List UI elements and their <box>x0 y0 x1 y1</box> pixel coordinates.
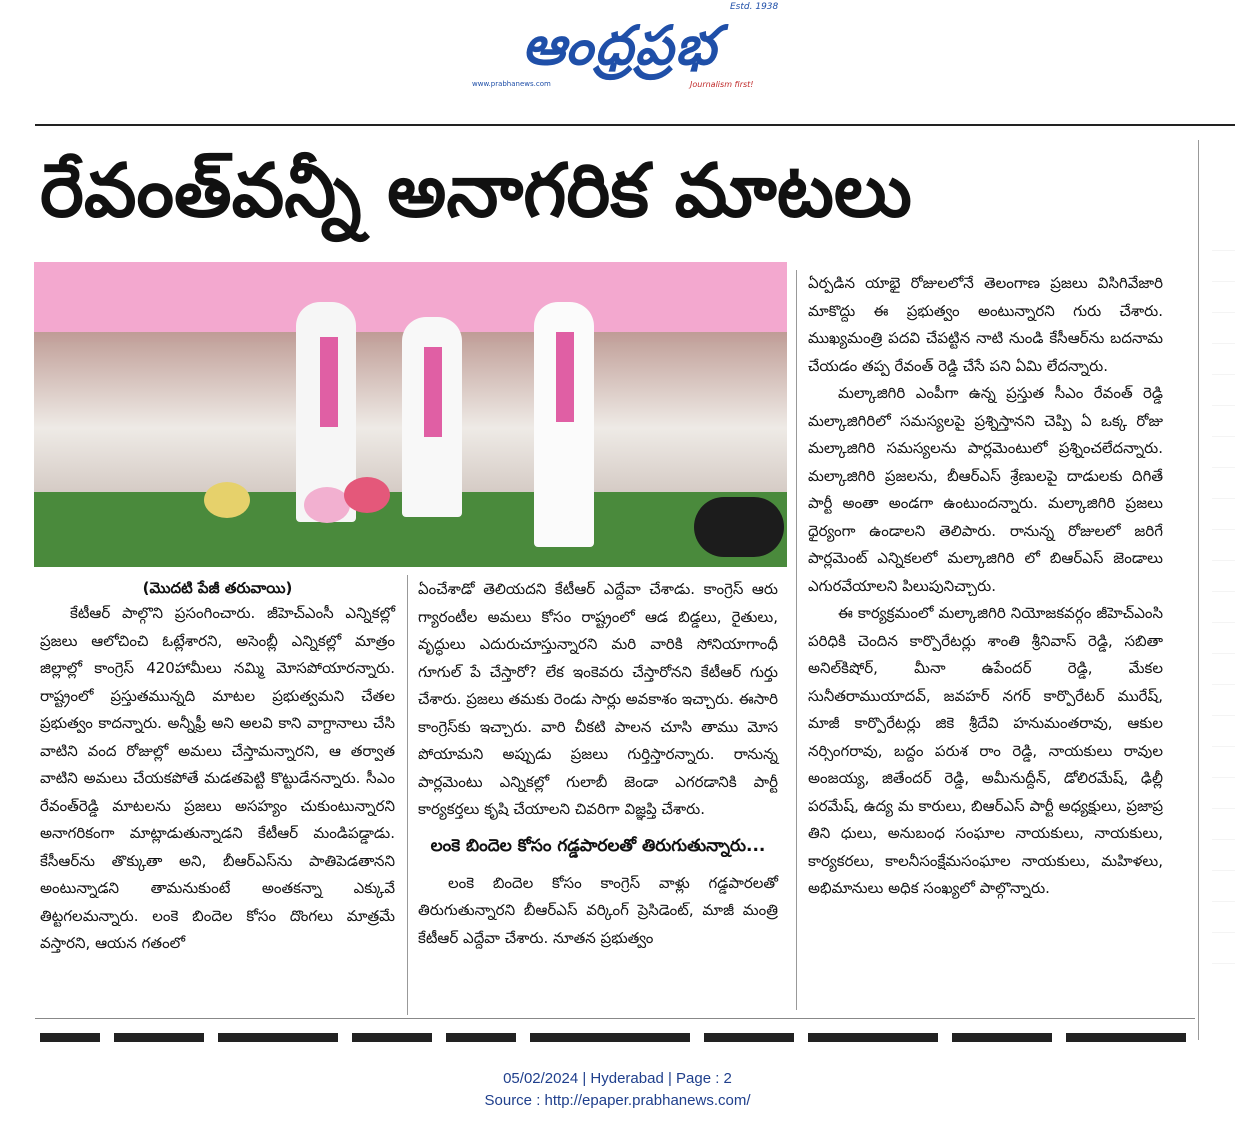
bottom-rule <box>35 1018 1195 1019</box>
article-paragraph: మల్కాజిగిరి ఎంపీగా ఉన్న ప్రస్తుత సీఎం రేవంత్ రెడ్డి మల్కాజిగిరిలో సమస్యలపై ప్రశ్నిస్తానని చెప్పి ఏ ఒక్క రోజు మల్కాజిగిరి సమస్యలను పార్లమెంటులో ప్రశ్నించలేదన్నారు. మల్కాజిగిరి ప్రజలను, బీఆర్ఎస్ శ్రేణులపై దాడులకు దిగితే పార్టీ అంతా అండగా ఉంటుందన్నారు. మల్కాజిగిరి ప్రజలు ధైర్యంగా ఉండాలని తెలిపారు. రానున్న రోజులలో జరిగే పార్లమెంట్ ఎన్నికలలో మల్కాజిగిరి లో బిఆర్ఎస్ జెండాలు ఎగురవేయాలని పిలుపునిచ్చారు. <box>808 384 1163 595</box>
article-column-3 <box>808 270 1163 903</box>
photo-scarf <box>556 332 574 422</box>
continuation-kicker: (మొదటి పేజీ తరువాయి) <box>142 579 293 597</box>
column-rule <box>796 270 797 1010</box>
article-paragraph: ఏర్పడిన యాభై రోజులలోనే తెలంగాణ ప్రజలు విసిగివేజారి మాకొద్దు ఈ ప్రభుత్వం అంటున్నారని గురు చేశారు. ముఖ్యమంత్రి పదవి చేపట్టిన నాటి నుండి కేసీఆర్‌ను బదనామ చేయడం తప్ప రేవంత్ రెడ్డి చేసే పని ఏమి లేదన్నారు. <box>808 274 1163 375</box>
logo-url: www.prabhanews.com <box>472 80 551 88</box>
photo-scarf <box>424 347 442 437</box>
article-column-2 <box>418 576 778 952</box>
page-footer <box>0 1068 1235 1112</box>
photo-bouquet <box>344 477 390 513</box>
logo-tagline: Journalism first! <box>690 80 754 89</box>
article-subhead: లంకె బిందెల కోసం గడ్డపారలతో తిరుగుతున్నారు... <box>430 835 766 856</box>
masthead <box>0 0 1235 100</box>
article-column-1 <box>40 576 395 958</box>
logo-estd: Estd. 1938 <box>730 2 779 12</box>
column-rule <box>407 575 408 1015</box>
article-paragraph: ఈ కార్యక్రమంలో మల్కాజిగిరి నియోజకవర్గం జీహెచ్ఎంసి పరిధికి చెందిన కార్పొరేటర్లు శాంతి శ్రీనివాస్ రెడ్డి, సబితా అనిల్‌కిషోర్, మీనా ఉపేందర్ రెడ్డి, మేకల సునీతరాముయాదవ్, జవహర్ నగర్ కార్పొరేటర్ మురేష్, మాజీ కార్పొరేటర్లు జికె శ్రీదేవి హనుమంతరావు, ఆకుల నర్సింగరావు, బద్దం పరుశ రాం రెడ్డి, నాయకులు రావుల అంజయ్య, జితేందర్ రెడ్డి, అమీనుద్దీన్, డోలిరమేష్, ఢిల్లీ పరమేష్, ఉద్య మ కారులు, బిఆర్ఎస్ పార్టీ అధ్యక్షులు, ప్రజాప్ర తిని ధులు, అనుబంధ సంఘాల నాయకులు, నాయకులు, కార్యకరలు, కాలనీసంక్షేమసంఘాల నాయకులు, మహిళలు, అభిమానులు అధిక సంఖ్యలో పాల్గొన్నారు. <box>808 604 1163 897</box>
photo-bouquet <box>204 482 250 518</box>
adjacent-article-strip <box>1212 150 1235 1010</box>
article-paragraph: ఏంచేశాడో తెలియదని కేటీఆర్ ఎద్దేవా చేశాడు. కాంగ్రెస్ ఆరు గ్యారంటీల అమలు కోసం రాష్ట్రంలో ఆడ బిడ్డలు, రైతులు, వృద్ధులు ఎదురుచూస్తున్నారని మరి వారికి సోనియాగాంధీ గూగుల్ పే చేస్తారో? లేక ఇంకెవరు చేస్తారోనని కేటీఆర్ గుర్తు చేశారు. ప్రజలు తమకు రెండు సార్లు అవకాశం ఇచ్చారు. ఈసారి కాంగ్రెస్‌కు ఇచ్చారు. వారి చీకటి పాలన చూసి తాము మోస పోయామని అప్పుడు ప్రజలు గుర్తిస్తారన్నారు. రానున్న పార్లమెంటు ఎన్నికల్లో గులాబీ జెండా ఎగరడానికి పార్టీ కార్యకర్తలు కృషి చేయాలని చివరిగా విజ్ఞప్తి చేశారు. <box>418 580 778 818</box>
photo-scarf <box>320 337 338 427</box>
article-headline: రేవంత్‌వన్నీ అనాగరిక మాటలు <box>40 148 912 234</box>
article-photo[interactable] <box>34 262 787 567</box>
article-paragraph: లంకె బిందెల కోసం కాంగ్రెస్ వాళ్లు గడ్డపారలతో తిరుగుతున్నారని బీఆర్ఎస్ వర్కింగ్ ప్రెసిడెంట్, మాజీ మంత్రి కేటీఆర్ ఎద్దేవా చేశారు. నూతన ప్రభుత్వం <box>418 873 778 947</box>
photo-camera <box>694 497 784 557</box>
article-paragraph: కేటీఆర్ పాల్గొని ప్రసంగించారు. జీహెచ్ఎంసీ ఎన్నికల్లో ప్రజలు ఆలోచించి ఓట్లేశారని, అసెంబ్లీ ఎన్నికల్లో మాత్రం జిల్లాల్లో కాంగ్రెస్ 420హామీలు నమ్మి మోసపోయారన్నారు. రాష్ట్రంలో ప్రస్తుతమున్నది మాటల ప్రభుత్వమని చేతల ప్రభుత్వం కాదన్నారు. అన్నీఫ్రీ అని అలవి కాని వాగ్దానాలు చేసి వాటిని వంద రోజుల్లో అమలు చేస్తామన్నారని, ఆ తర్వాత వాటిని అమలు చేయకపోతే మడతపెట్టి కొట్టుడేనన్నారు. సీఎం రేవంత్‌రెడ్డి మాటలను ప్రజలు అసహ్యం చుకుంటున్నారని అనాగరికంగా మాట్లాడుతున్నాడని కేటీఆర్ మండిపడ్డాడు. కేసీఆర్‌ను తొక్కుతా అని, బీఆర్ఎస్‌ను పాతిపెడతానని అంటున్నాడని తామనుకుంటే అంతకన్నా ఎక్కువే తిట్టగలమన్నారు. లంకె బిందెల కోసం దొంగలు మాత్రమే వస్తారని, ఆయన గతంలో <box>40 604 395 952</box>
adjacent-text-lines <box>1212 220 1235 964</box>
footer-source-link[interactable]: Source : http://epaper.prabhanews.com/ <box>484 1092 751 1109</box>
footer-date-line: 05/02/2024 | Hyderabad | Page : 2 <box>503 1070 732 1087</box>
next-article-strip <box>40 1028 1200 1042</box>
newspaper-logo[interactable]: ఆంధ్రప్రభ <box>522 14 718 77</box>
side-column-rule <box>1198 140 1199 1040</box>
top-rule <box>35 124 1235 126</box>
